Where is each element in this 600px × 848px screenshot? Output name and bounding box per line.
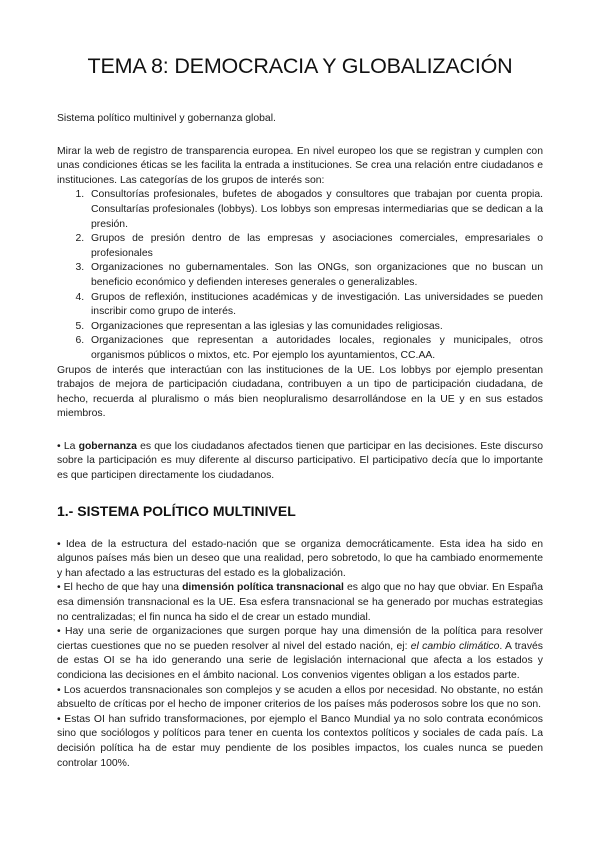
- page-title: TEMA 8: DEMOCRACIA Y GLOBALIZACIÓN: [87, 54, 513, 78]
- governance-prefix: • La: [57, 440, 79, 452]
- governance-paragraph: [57, 440, 543, 484]
- bullet-text: . A través de estas OI se ha ido generando una serie de legislación internacional que afecta a los estados y condiciona las decisiones en el ámbito nacional. Los convenios vigentes obligan a los estados parte.: [57, 640, 543, 681]
- bullet-paragraph: [57, 625, 543, 683]
- example-term: el cambio climático: [410, 640, 500, 652]
- transnational-term: dimensión política transnacional: [182, 582, 344, 594]
- bullet-paragraph: • Los acuerdos transnacionales son complejos y se acuden a ellos por necesidad. No obstante, no están absuelto de críticas por el hecho de imponer criterios de los países más poderosos sobre los que no son.: [57, 684, 543, 711]
- groups-paragraph: Grupos de interés que interactúan con las instituciones de la UE. Los lobbys por ejemplo presentan trabajos de mejora de participación ciudadana, contribuyen a un tipo de participación ciudadana, de hecho, recuerda al pluralismo o más bien neopluralismo desarrollándose en la UE y en sus estados miembros.: [57, 364, 543, 420]
- bullet-text: es algo que no hay que obviar. En España esa dimensión transnacional es la UE. Esa esfera transnacional se ha generado por muchas estrategias no centralizadas; el fin nunca ha sido el de crear un estado mundial.: [57, 582, 543, 623]
- section-heading: 1.- SISTEMA POLÍTICO MULTINIVEL: [57, 502, 296, 519]
- list-item: 4. Grupos de reflexión, instituciones académicas y de investigación. Las universidades se pueden inscribir como grupo de interés.: [87, 291, 543, 320]
- governance-rest: es que los ciudadanos afectados tienen que participar en las decisiones. Este discurso sobre la participación es muy diferente al discurso participativo. El participativo decía que lo importante es que participen directamente los ciudadanos.: [57, 440, 543, 482]
- governance-term: gobernanza: [78, 440, 137, 452]
- bullet-paragraph: [57, 581, 543, 625]
- interest-group-categories: [57, 188, 543, 363]
- intro-paragraph: Mirar la web de registro de transparencia europea. En nivel europeo los que se registran y cumplen con unas condiciones éticas se les facilita la entrada a instituciones. Se crea una relación entre ciudadanos e instituciones. Las categorías de los grupos de interés son:: [57, 145, 543, 186]
- bullet-text: • Hay una serie de organizaciones que surgen porque hay una dimensión de la política para resolver ciertas cuestiones que no se pueden resolver al nivel del estado nación, ej:: [57, 626, 543, 652]
- list-item: 2. Grupos de presión dentro de las empresas y asociaciones comerciales, empresariales o profesionales: [87, 232, 543, 261]
- subtitle: Sistema político multinivel y gobernanza global.: [57, 113, 276, 124]
- list-item: 3. Organizaciones no gubernamentales. Son las ONGs, son organizaciones que no buscan un beneficio económico y defienden intereses generales o generalizables.: [87, 261, 543, 290]
- bullet-paragraph: • Idea de la estructura del estado-nación que se organiza democráticamente. Esta idea ha sido en algunos países más bien un deseo que una realidad, pero sobretodo, lo que ha cambiado enormemente y han afectado a las estructuras del estado es la globalización.: [57, 538, 543, 579]
- list-item: 5. Organizaciones que representan a las iglesias y las comunidades religiosas.: [87, 320, 543, 335]
- bullet-paragraph: • Estas OI han sufrido transformaciones, por ejemplo el Banco Mundial ya no solo contrata económicos sino que sociólogos y políticos para tener en cuenta los contextos políticos y sociales de cada país. La decisión política ha de estar muy pendiente de los posibles impactos, los cuales nunca se pueden controlar 100%.: [57, 713, 543, 769]
- list-item: 1. Consultorías profesionales, bufetes de abogados y consultores que trabajan por cuenta propia. Consultarías profesionales (lobbys). Los lobbys son empresas intermediarias que se dedican a la presión.: [87, 188, 543, 232]
- list-item: 6. Organizaciones que representan a autoridades locales, regionales y municipales, otros organismos públicos o mixtos, etc. Por ejemplo los ayuntamientos, CC.AA.: [87, 334, 543, 363]
- bullet-text: • El hecho de que hay una: [57, 582, 183, 594]
- document-body: [57, 112, 543, 771]
